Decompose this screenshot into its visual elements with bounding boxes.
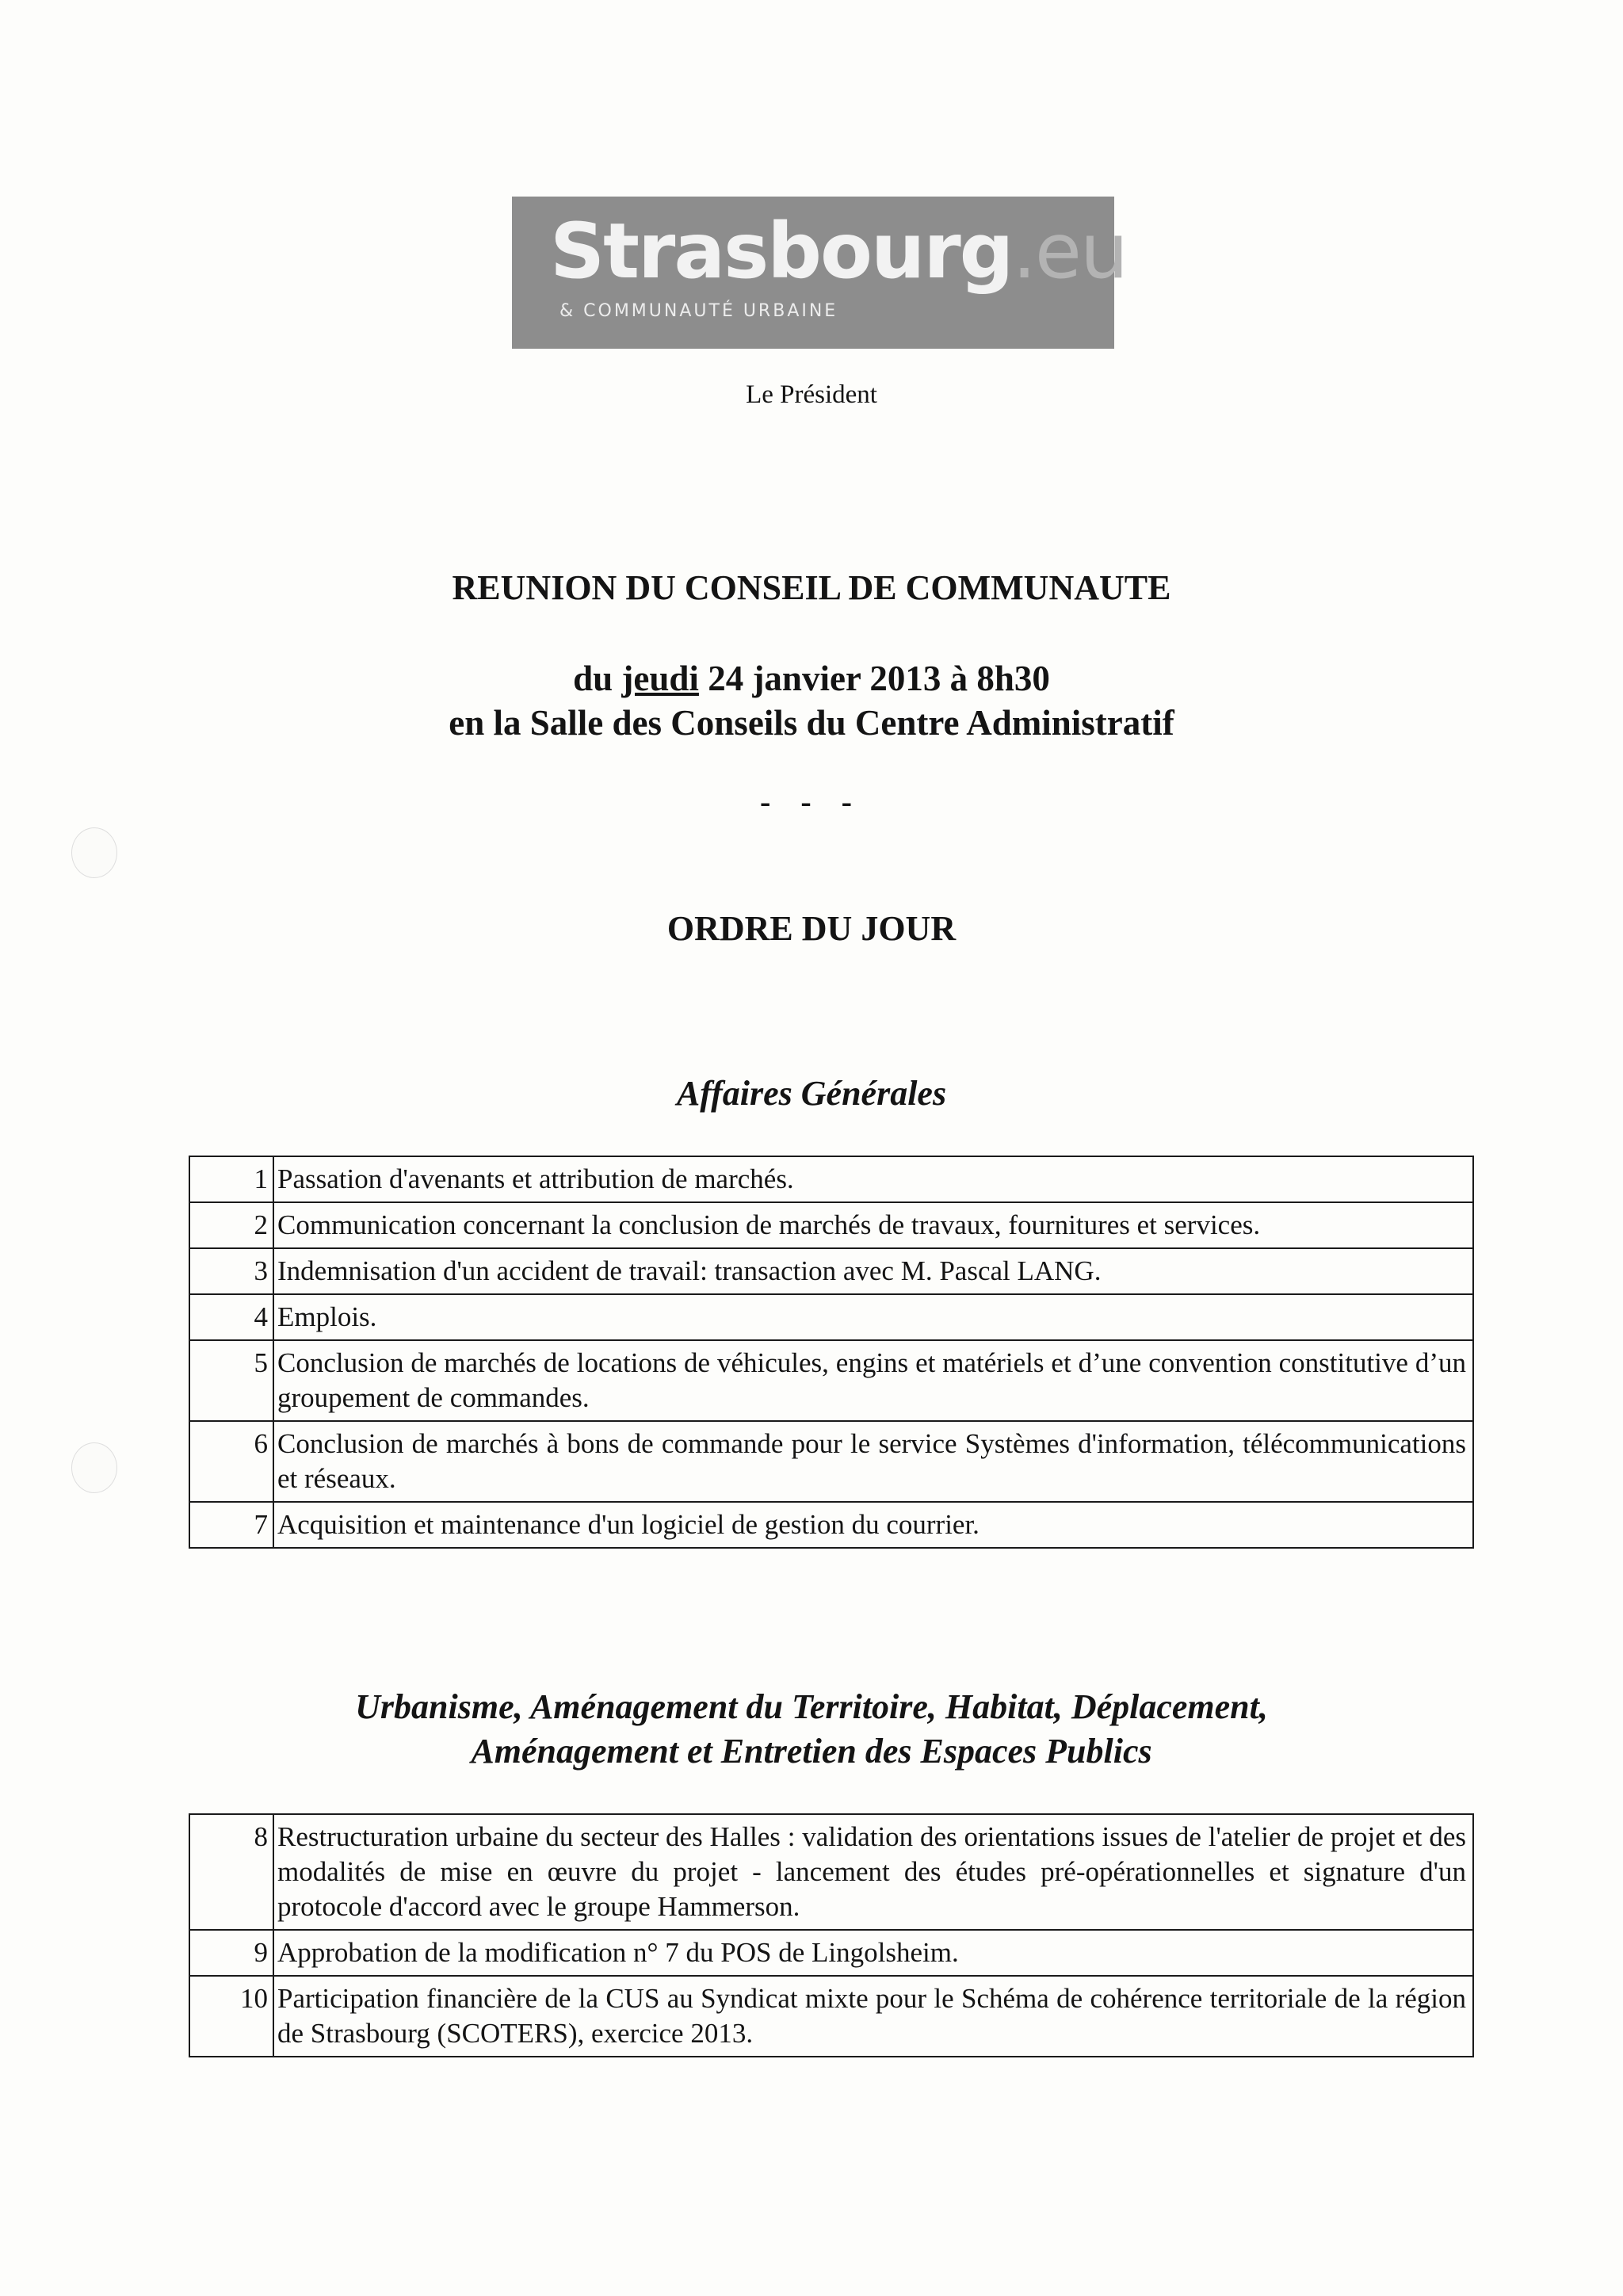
logo-wordmark: Strasbourg.eu xyxy=(550,207,1127,296)
item-text: Approbation de la modification n° 7 du POS de Lingolsheim. xyxy=(273,1930,1473,1976)
item-number: 10 xyxy=(189,1976,273,2057)
table-row xyxy=(189,1340,1473,1421)
logo-extension: .eu xyxy=(1012,207,1127,296)
item-text: Communication concernant la conclusion de marchés de travaux, fournitures et services. xyxy=(273,1202,1473,1248)
item-text: Conclusion de marchés à bons de commande pour le service Systèmes d'information, télécommunications et réseaux. xyxy=(273,1421,1473,1502)
item-number: 9 xyxy=(189,1930,273,1976)
item-text: Emplois. xyxy=(273,1294,1473,1340)
punch-hole xyxy=(71,827,117,878)
meeting-date xyxy=(0,658,1623,699)
punch-hole xyxy=(71,1442,117,1493)
logo-subtitle: & COMMUNAUTÉ URBAINE xyxy=(559,301,838,321)
table-row xyxy=(189,1421,1473,1502)
item-number: 5 xyxy=(189,1340,273,1421)
president-label: Le Président xyxy=(746,380,877,409)
item-number: 2 xyxy=(189,1202,273,1248)
table-row xyxy=(189,1976,1473,2057)
meeting-title: REUNION DU CONSEIL DE COMMUNAUTE xyxy=(452,568,1171,607)
item-number: 7 xyxy=(189,1502,273,1548)
agenda-table-affaires-generales xyxy=(189,1156,1474,1549)
table-row xyxy=(189,1156,1473,1202)
table-row xyxy=(189,1814,1473,1930)
table-row xyxy=(189,1294,1473,1340)
section-title-line: Urbanisme, Aménagement du Territoire, Habitat, Déplacement, xyxy=(355,1687,1268,1726)
section-title-line: Affaires Générales xyxy=(676,1074,947,1113)
table-row xyxy=(189,1202,1473,1248)
item-text: Acquisition et maintenance d'un logiciel de gestion du courrier. xyxy=(273,1502,1473,1548)
item-text: Restructuration urbaine du secteur des Halles : validation des orientations issues de l'atelier de projet et des modalités de mise en œuvre du projet - lancement des études pré-opérationnelles et signature d'un protocole d'accord avec le groupe Hammerson. xyxy=(273,1814,1473,1930)
item-number: 3 xyxy=(189,1248,273,1294)
date-rest: 24 janvier 2013 à 8h30 xyxy=(708,659,1050,698)
item-number: 8 xyxy=(189,1814,273,1930)
item-text: Conclusion de marchés de locations de véhicules, engins et matériels et d’une convention constitutive d’un groupement de commandes. xyxy=(273,1340,1473,1421)
item-text: Indemnisation d'un accident de travail: transaction avec M. Pascal LANG. xyxy=(273,1248,1473,1294)
meeting-place: en la Salle des Conseils du Centre Administratif xyxy=(449,703,1174,743)
agenda-table-urbanisme xyxy=(189,1813,1474,2057)
date-prefix: du xyxy=(573,659,613,698)
item-text: Passation d'avenants et attribution de marchés. xyxy=(273,1156,1473,1202)
table-row xyxy=(189,1248,1473,1294)
section-title-urbanisme xyxy=(0,1685,1623,1774)
agenda-title: ORDRE DU JOUR xyxy=(666,909,957,948)
table-row xyxy=(189,1502,1473,1548)
strasbourg-logo xyxy=(512,197,1127,349)
item-number: 6 xyxy=(189,1421,273,1502)
item-text: Participation financière de la CUS au Syndicat mixte pour le Schéma de cohérence territoriale de la région de Strasbourg (SCOTERS), exercice 2013. xyxy=(273,1976,1473,2057)
section-title-affaires-generales xyxy=(0,1072,1623,1116)
item-number: 4 xyxy=(189,1294,273,1340)
date-day: jeudi xyxy=(621,659,699,698)
section-title-line: Aménagement et Entretien des Espaces Publics xyxy=(471,1732,1152,1771)
item-number: 1 xyxy=(189,1156,273,1202)
separator: - - - xyxy=(760,784,863,819)
table-row xyxy=(189,1930,1473,1976)
